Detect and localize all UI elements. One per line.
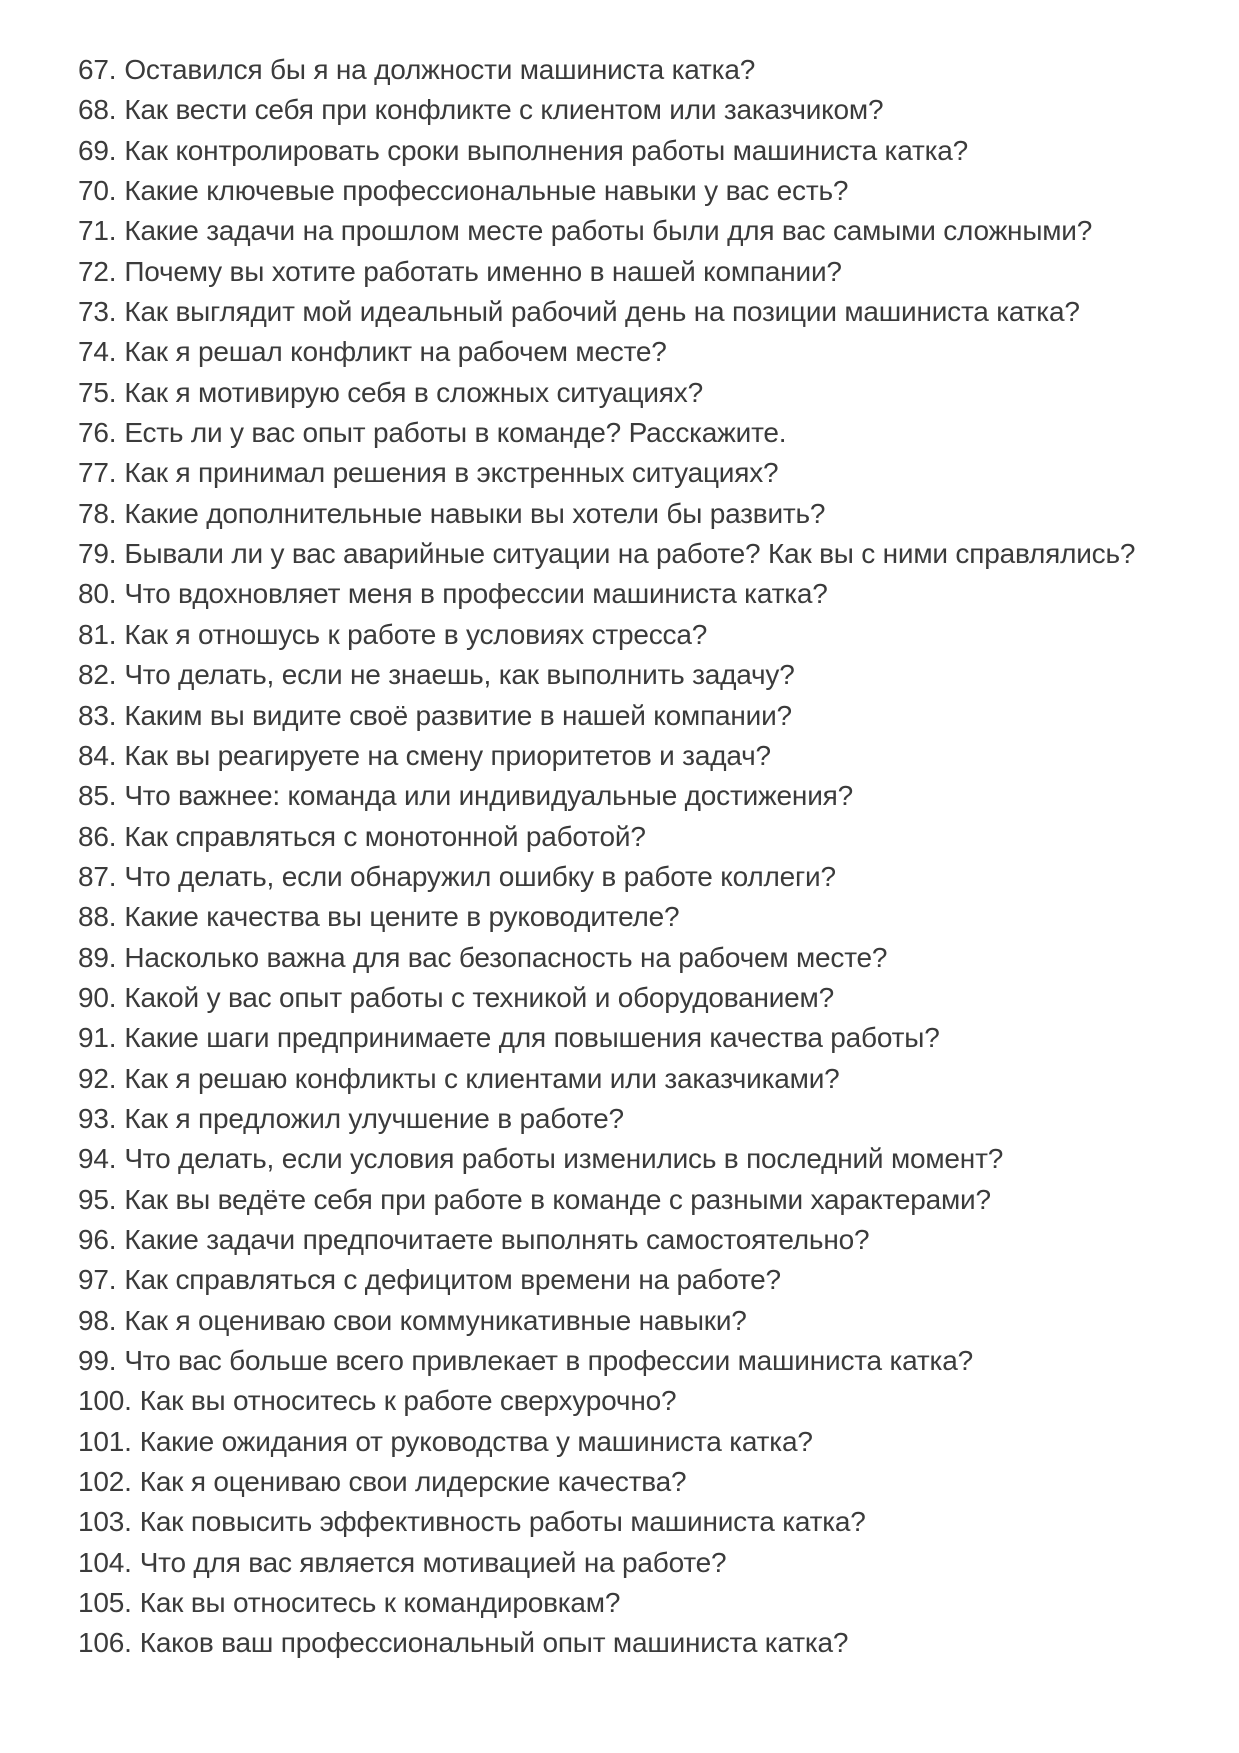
question-text: Как справляться с дефицитом времени на работе?: [124, 1264, 781, 1296]
question-number: 103.: [78, 1506, 132, 1538]
question-number: 85.: [78, 780, 117, 812]
question-number: 90.: [78, 981, 117, 1013]
question-list: [78, 50, 1179, 1664]
question-number: 82.: [78, 659, 117, 691]
question-number: 76.: [78, 417, 117, 449]
question-text: Как я оцениваю свои лидерские качества?: [139, 1466, 687, 1498]
question-item: [78, 211, 1179, 251]
question-item: [78, 938, 1179, 978]
question-number: 69.: [78, 134, 117, 166]
question-text: Почему вы хотите работать именно в нашей компании?: [124, 255, 842, 287]
question-text: Как я отношусь к работе в условиях стресса?: [124, 618, 708, 650]
question-item: [78, 1180, 1179, 1220]
question-item: [78, 696, 1179, 736]
question-item: [78, 615, 1179, 655]
question-text: Бывали ли у вас аварийные ситуации на работе? Как вы с ними справлялись?: [124, 538, 1136, 570]
question-item: [78, 978, 1179, 1018]
question-number: 105.: [78, 1587, 132, 1619]
question-text: Как контролировать сроки выполнения работы машиниста катка?: [124, 134, 968, 166]
question-item: [78, 817, 1179, 857]
question-number: 97.: [78, 1264, 117, 1296]
question-item: [78, 1381, 1179, 1421]
question-item: [78, 776, 1179, 816]
question-number: 73.: [78, 296, 117, 328]
question-number: 92.: [78, 1062, 117, 1094]
question-item: [78, 897, 1179, 937]
question-item: [78, 1301, 1179, 1341]
question-item: [78, 413, 1179, 453]
question-text: Какие качества вы цените в руководителе?: [124, 901, 680, 933]
question-text: Как вы относитесь к командировкам?: [139, 1587, 621, 1619]
question-number: 101.: [78, 1425, 132, 1457]
question-text: Что делать, если обнаружил ошибку в работе коллеги?: [124, 860, 836, 892]
question-text: Есть ли у вас опыт работы в команде? Расскажите.: [124, 417, 787, 449]
question-item: [78, 292, 1179, 332]
question-item: [78, 171, 1179, 211]
question-text: Какие дополнительные навыки вы хотели бы развить?: [124, 497, 826, 529]
question-number: 70.: [78, 175, 117, 207]
question-text: Как выглядит мой идеальный рабочий день на позиции машиниста катка?: [124, 296, 1080, 328]
question-item: [78, 252, 1179, 292]
question-text: Как я оцениваю свои коммуникативные навыки?: [124, 1304, 747, 1336]
question-number: 99.: [78, 1345, 117, 1376]
question-item: [78, 1502, 1179, 1542]
question-item: [78, 1059, 1179, 1099]
question-text: Как я решал конфликт на рабочем месте?: [124, 336, 667, 368]
question-item: [78, 1099, 1179, 1139]
question-number: 89.: [78, 941, 117, 973]
question-text: Каков ваш профессиональный опыт машиниста катка?: [139, 1627, 849, 1659]
question-text: Что вдохновляет меня в профессии машиниста катка?: [124, 578, 828, 610]
question-number: 104.: [78, 1546, 132, 1578]
question-item: [78, 534, 1179, 574]
question-number: 98.: [78, 1304, 117, 1336]
question-number: 74.: [78, 336, 117, 368]
question-item: [78, 494, 1179, 534]
question-number: 95.: [78, 1183, 117, 1215]
question-text: Какие шаги предпринимаете для повышения качества работы?: [124, 1022, 940, 1054]
question-text: Как повысить эффективность работы машиниста катка?: [139, 1506, 866, 1538]
question-item: [78, 1260, 1179, 1300]
question-number: 100.: [78, 1385, 132, 1417]
question-number: 71.: [78, 215, 117, 247]
question-number: 72.: [78, 255, 117, 287]
question-text: Что вас больше всего привлекает в профессии машиниста катка?: [124, 1345, 973, 1376]
question-number: 88.: [78, 901, 117, 933]
question-item: [78, 1422, 1179, 1462]
question-text: Как я принимал решения в экстренных ситуациях?: [124, 457, 779, 489]
question-item: [78, 90, 1179, 130]
question-text: Оставился бы я на должности машиниста катка?: [124, 54, 756, 85]
question-text: Какие задачи на прошлом месте работы были для вас самыми сложными?: [124, 215, 1093, 247]
question-text: Каким вы видите своё развитие в нашей компании?: [124, 699, 792, 731]
question-number: 75.: [78, 376, 117, 408]
question-item: [78, 1018, 1179, 1058]
question-number: 93.: [78, 1102, 117, 1134]
question-number: 94.: [78, 1143, 117, 1175]
question-item: [78, 1220, 1179, 1260]
question-item: [78, 574, 1179, 614]
question-number: 68.: [78, 94, 117, 126]
question-number: 81.: [78, 618, 117, 650]
question-item: [78, 131, 1179, 171]
question-number: 86.: [78, 820, 117, 852]
question-text: Как вести себя при конфликте с клиентом или заказчиком?: [124, 94, 884, 126]
question-number: 106.: [78, 1627, 132, 1659]
question-item: [78, 1341, 1179, 1381]
question-number: 78.: [78, 497, 117, 529]
question-text: Что делать, если не знаешь, как выполнить задачу?: [124, 659, 795, 691]
question-number: 87.: [78, 860, 117, 892]
question-number: 67.: [78, 54, 117, 85]
question-text: Что важнее: команда или индивидуальные достижения?: [124, 780, 853, 812]
question-number: 102.: [78, 1466, 132, 1498]
question-text: Какие ключевые профессиональные навыки у вас есть?: [124, 175, 849, 207]
question-number: 83.: [78, 699, 117, 731]
question-item: [78, 1139, 1179, 1179]
question-item: [78, 1623, 1179, 1663]
question-item: [78, 1583, 1179, 1623]
question-text: Насколько важна для вас безопасность на рабочем месте?: [124, 941, 888, 973]
question-item: [78, 50, 1179, 90]
question-item: [78, 373, 1179, 413]
question-text: Как вы относитесь к работе сверхурочно?: [139, 1385, 677, 1417]
question-number: 79.: [78, 538, 117, 570]
question-number: 77.: [78, 457, 117, 489]
question-text: Как вы реагируете на смену приоритетов и задач?: [124, 739, 771, 771]
question-number: 91.: [78, 1022, 117, 1054]
question-item: [78, 1462, 1179, 1502]
question-text: Какие ожидания от руководства у машиниста катка?: [139, 1425, 813, 1457]
question-number: 80.: [78, 578, 117, 610]
question-item: [78, 453, 1179, 493]
question-text: Как я мотивирую себя в сложных ситуациях?: [124, 376, 703, 408]
question-item: [78, 655, 1179, 695]
question-number: 96.: [78, 1223, 117, 1255]
question-text: Как я предложил улучшение в работе?: [124, 1102, 624, 1134]
question-text: Какие задачи предпочитаете выполнять самостоятельно?: [124, 1223, 870, 1255]
question-text: Как справляться с монотонной работой?: [124, 820, 646, 852]
question-text: Что делать, если условия работы изменились в последний момент?: [124, 1143, 1004, 1175]
question-text: Как я решаю конфликты с клиентами или заказчиками?: [124, 1062, 840, 1094]
question-text: Что для вас является мотивацией на работе?: [139, 1546, 727, 1578]
question-item: [78, 736, 1179, 776]
question-text: Какой у вас опыт работы с техникой и оборудованием?: [124, 981, 834, 1013]
question-item: [78, 857, 1179, 897]
question-item: [78, 332, 1179, 372]
question-number: 84.: [78, 739, 117, 771]
question-item: [78, 1543, 1179, 1583]
question-text: Как вы ведёте себя при работе в команде с разными характерами?: [124, 1183, 991, 1215]
